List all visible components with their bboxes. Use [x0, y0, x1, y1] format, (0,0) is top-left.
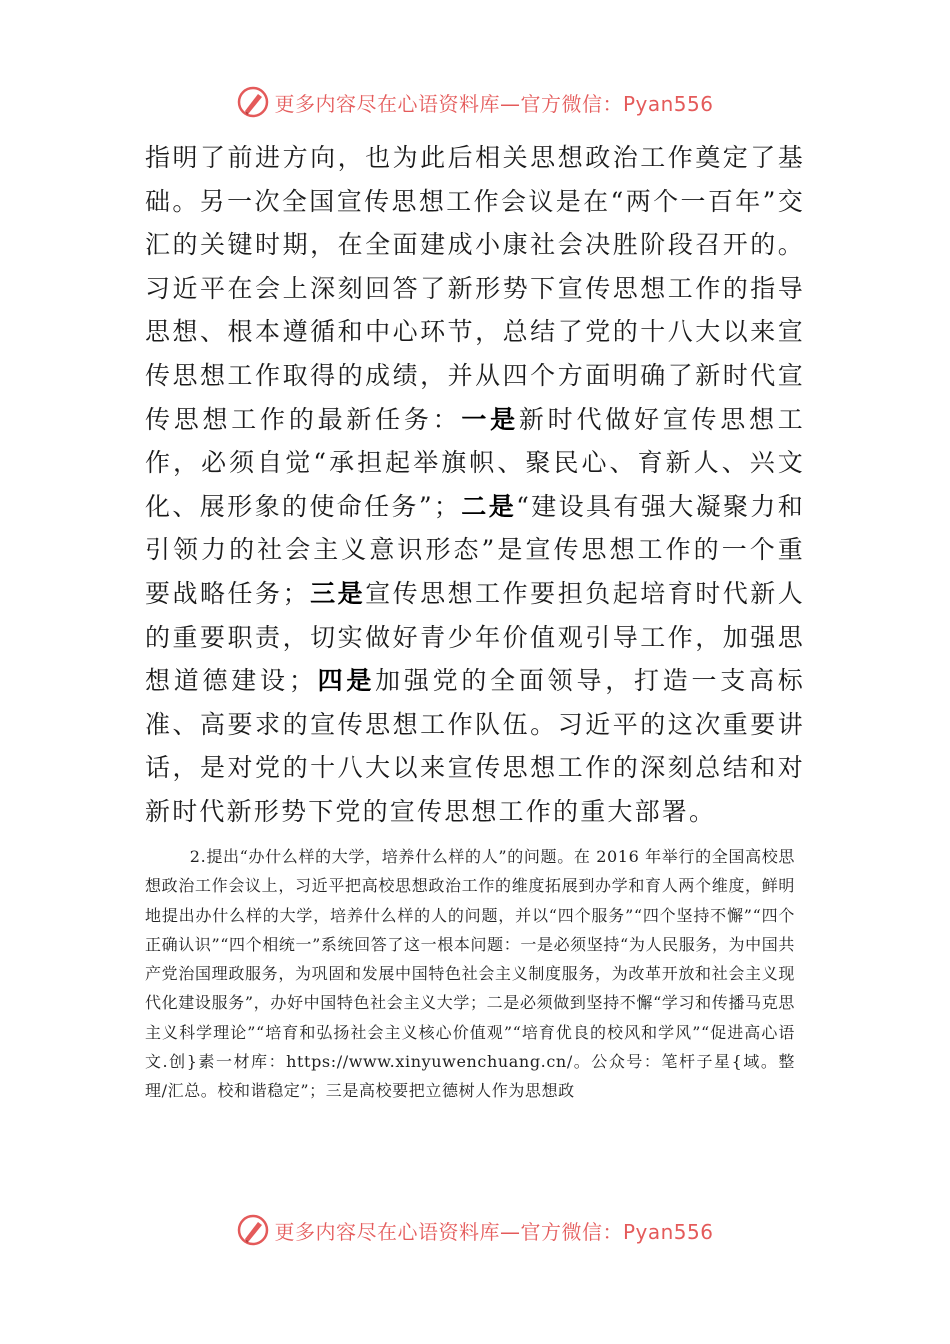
- point2-text: “建设具有强大凝聚力和引领力的社会主义意识形态”是宣传思想工作的一个重要战略任务；: [145, 491, 805, 608]
- pen-circle-logo-icon: [236, 85, 270, 119]
- second-paragraph: 2.提出“办什么样的大学，培养什么样的人”的问题。在 2016 年举行的全国高校思想政治工作会议上，习近平把高校思想政治工作的维度拓展到办学和育人两个维度，鲜明地提出办什么样的大学，培养什么样的人的问题，并以“四个服务”“四个坚持不懈”“四个正确认识”“四个相统一”系统回答了这一根本问题：一是必须坚持“为人民服务，为中国共产党治国理政服务，为巩固和发展中国特色社会主义制度服务，为改革开放和社会主义现代化建设服务”，办好中国特色社会主义大学；二是必须做到坚持不懈“学习和传播马克思主义科学理论”“培育和弘扬社会主义核心价值观”“培育优良的校风和学风”“促进高心语文.创}素一材库：https://www.xinyuwenchuang.cn/。公众号：笔杆子星{域。整理/汇总。校和谐稳定”；三是高校要把立德树人作为思想政: [145, 847, 795, 1101]
- header-banner-text: 更多内容尽在心语资料库—官方微信：Pyan556: [274, 91, 714, 116]
- point4-label: 四是: [316, 666, 376, 696]
- point1-label: 一是: [461, 404, 519, 434]
- main-paragraph-intro: 指明了前进方向，也为此后相关思想政治工作奠定了基础。另一次全国宣传思想工作会议是在“两个一百年”交汇的关键时期，在全面建成小康社会决胜阶段召开的。习近平在会上深刻回答了新形势下宣传思想工作的指导思想、根本遵循和中心环节，总结了党的十八大以来宣传思想工作取得的成绩，并从四个方面明确了新时代宣传思想工作的最新任务：: [145, 143, 805, 434]
- point1-text: 新时代做好宣传思想工作，必须自觉“承担起举旗帜、聚民心、育新人、兴文化、展形象的使命任务”；: [145, 404, 805, 521]
- pen-circle-logo-icon: [236, 1213, 270, 1247]
- point3-text: 宣传思想工作要担负起培育时代新人的重要职责，切实做好青少年价值观引导工作，加强思想道德建设；: [145, 578, 805, 696]
- point2-label: 二是: [461, 491, 517, 521]
- point4-text: 加强党的全面领导，打造一支高标准、高要求的宣传思想工作队伍。习近平的这次重要讲话，是对党的十八大以来宣传思想工作的深刻总结和对新时代新形势下党的宣传思想工作的重大部署。: [145, 666, 805, 826]
- header-banner: [0, 80, 950, 124]
- footer-banner: [0, 1208, 950, 1252]
- footer-banner-text: 更多内容尽在心语资料库—官方微信：Pyan556: [274, 1219, 714, 1244]
- main-paragraph: [145, 136, 805, 834]
- point3-label: 三是: [309, 578, 366, 608]
